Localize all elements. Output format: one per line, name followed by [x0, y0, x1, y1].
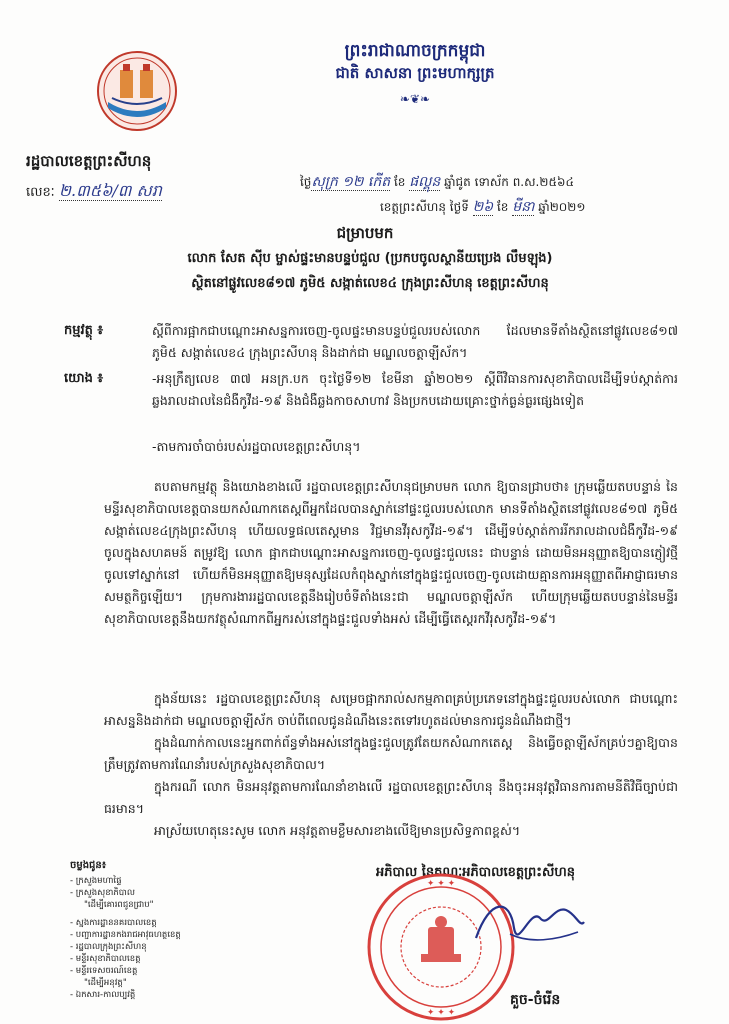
notice-title: ជម្រាបមក [336, 224, 394, 242]
cc-item: - មន្ទីរទេសចរណ៍ខេត្ត [70, 966, 138, 976]
ref-handwritten: ២.៣៥៦/៣ សរា [58, 181, 162, 200]
kingdom-title: ព្រះរាជាណាចក្រកម្ពុជា [344, 41, 486, 61]
cc-item: - រដ្ឋបាលក្រុងព្រះសីហនុ [70, 942, 147, 952]
signature-scribble [470, 888, 590, 958]
national-motto: ជាតិ សាសនា ព្រះមហាក្សត្រ [335, 64, 495, 82]
administration-name: រដ្ឋបាលខេត្តព្រះសីហនុ [26, 152, 152, 170]
cc-title: ចម្លងជូន៖ [70, 860, 107, 871]
signer-name: គួច-ចំរើន [510, 992, 561, 1008]
body-paragraph-3: ក្នុងដំណាក់កាលនេះអ្នកពាក់ព័ន្ធទាំងអស់នៅក្នុងផ្ទះជួលត្រូវតែយកសំណាកតេស្ត និងធ្វើចត្តាឡីស័កគ្រប់ៗគ្នាឱ្យបានត្រឹមត្រូវតាមការណែនាំរបស់ក្រសួងសុខាភិបាល។ [104, 735, 678, 772]
signature-title: អភិបាល នៃគណៈអភិបាលខេត្តព្រះសីហនុ [376, 865, 575, 880]
body-paragraph-1: តបតាមកម្មវត្ថុ និងយោងខាងលើ រដ្ឋបាលខេត្តព្រះសីហនុជម្រាបមក លោក ឱ្យបានជ្រាបថា៖ ក្រុមឆ្លើយតបបន្ទាន់ នៃមន្ទីរសុខាភិបាលខេត្តបានយកសំណាកតេស្តពីអ្នកដែលបានស្នាក់នៅផ្ទះជួលរបស់លោក មានទីតាំងស្ថិតនៅផ្លូវលេខ៨១៧ ភូមិ៥ សង្កាត់លេខ៤ក្រុងព្រះសីហនុ ហើយលទ្ធផលតេស្តមាន វិជ្ជមានវីរុសកូវីដ-១៩។ ដើម្បីទប់ស្កាត់ការរីករាលដាលជំងឺកូវីដ-១៩ ចូលក្នុងសហគមន៍ តម្រូវឱ្យ លោក ផ្អាកជាបណ្តោះអាសន្នការចេញ-ចូលផ្ទះជួលនេះ ជាបន្ទាន់ ដោយមិនអនុញ្ញាតឱ្យបានភ្ញៀវថ្មីចូលទៅស្នាក់នៅ ហើយក៏មិនអនុញ្ញាតឱ្យមនុស្សដែលកំពុងស្នាក់នៅក្នុងផ្ទះជួលចេញ-ចូលដោយគ្មានការអនុញ្ញាតពីអាជ្ញាធរមានសមត្ថកិច្ចឡើយ។ ក្រុមការងាររដ្ឋបាលខេត្តនឹងរៀបចំទីតាំងនេះជា មណ្ឌលចត្តាឡីស័ក ហើយក្រុមឆ្លើយតបបន្ទាន់នៃមន្ទីរសុខាភិបាលខេត្តនឹងយកវត្ថុសំណាកពីអ្នករស់នៅក្នុងផ្ទះជួលទាំងអស់ ដើម្បីធ្វើតេស្តរកវីរុសកូវីដ-១៩។ [104, 479, 678, 626]
lunar-date-line: ថ្ងៃសុក្រ ១២ កើត ខែ ផល្គុន ឆ្នាំជូត ទោស័ក ព.ស.២៥៦៤ [300, 174, 574, 190]
body-paragraph-2: ក្នុងន័យនេះ រដ្ឋបាលខេត្តព្រះសីហនុ សម្រេចផ្អាករាល់សកម្មភាពគ្រប់ប្រភេទនៅក្នុងផ្ទះជួលរបស់លោក ជាបណ្តោះអាសន្ននិងដាក់ជា មណ្ឌលចត្តាឡីស័ក ចាប់ពីពេលជូនដំណឹងនេះតទៅរហូតដល់មានការជូនដំណឹងជាថ្មី។ [104, 691, 678, 728]
province-logo [96, 50, 178, 132]
solar-date-line: ខេត្តព្រះសីហនុ ថ្ងៃទី ២៦ ខែ មីនា ឆ្នាំ២០២១ [380, 199, 586, 215]
subject-text: ស្តីពីការផ្អាកជាបណ្តោះអាសន្នការចេញ-ចូលផ្ទះមានបន្ទប់ជួលរបស់លោក ដែលមានទីតាំងស្ថិតនៅផ្លូវលេខ៨១៧ ភូមិ៥ សង្កាត់លេខ៤ ក្រុងព្រះសីហនុ និងដាក់ជា មណ្ឌលចត្តាឡីស័ក។ [152, 323, 678, 360]
subject-label: កម្មវត្ថុ ៖ [64, 323, 104, 338]
cc-block [70, 858, 240, 1001]
svg-text:✦ ✦ ✦: ✦ ✦ ✦ [426, 879, 456, 889]
body-paragraph-4: ក្នុងករណី លោក មិនអនុវត្តតាមការណែនាំខាងលើ រដ្ឋបាលខេត្តព្រះសីហនុ នឹងចុះអនុវត្តវិធានការតាមនីតិវិធីច្បាប់ជាធរមាន។ [104, 779, 678, 816]
cc-item: - ក្រសួងមហាផ្ទៃ [70, 876, 122, 886]
cc-item: - ឯកសារ-កាលប្បវត្តិ [70, 990, 136, 1000]
cc-item: - ស្នងការដ្ឋាននគរបាលខេត្ត [70, 918, 157, 928]
cc-item: - មន្ទីរសុខាភិបាលខេត្ត [70, 954, 141, 964]
reference-label: យោង ៖ [64, 371, 104, 386]
reference-text-2: -តាមការចាំបាច់របស់រដ្ឋបាលខេត្តព្រះសីហនុ។ [152, 439, 361, 454]
addressee-line-2: ស្ថិតនៅផ្លូវលេខ៨១៧ ភូមិ៥ សង្កាត់លេខ៤ ក្រុងព្រះសីហនុ ខេត្តព្រះសីហនុ [191, 276, 549, 291]
reference-text: -អនុក្រឹត្យលេខ ៣៧ អនក្រ.បក ចុះថ្ងៃទី១២ ខែមីនា ឆ្នាំ២០២១ ស្តីពីវិធានការសុខាភិបាលដើម្បីទប់ស្កាត់ការឆ្លងរាលដាលនៃជំងឺកូវីដ-១៩ និងជំងឺឆ្លងកាចសាហាវ និងប្រកបដោយគ្រោះថ្នាក់ធ្ងន់ធ្ងរផ្សេងទៀត [152, 371, 678, 408]
cc-item: "ដើម្បីគោរពជូនជ្រាប" [84, 900, 154, 910]
cc-item: "ដើម្បីអនុវត្ត" [84, 978, 127, 988]
ref-label: លេខៈ [26, 185, 55, 200]
addressee-line-1: លោក សែត ស៊ីប ម្ចាស់ផ្ទះមានបន្ទប់ជួល (ប្រកបចូលស្ថានីយប្រេង លឹមឡុង) [187, 251, 553, 266]
motto-ornament: ❧❦❧ [399, 92, 431, 106]
body-paragraph-5: អាស្រ័យហេតុនេះសូម លោក អនុវត្តតាមខ្លឹមសារខាងលើឱ្យមានប្រសិទ្ធភាពខ្ពស់។ [154, 823, 521, 838]
svg-text:✦ ✦ ✦: ✦ ✦ ✦ [426, 1008, 456, 1018]
reference-number [26, 180, 162, 204]
cc-item: - ក្រសួងសុខាភិបាល [70, 888, 135, 898]
cc-item: - បញ្ជាការដ្ឋានកងរាជអាវុធហត្ថខេត្ត [70, 930, 181, 940]
